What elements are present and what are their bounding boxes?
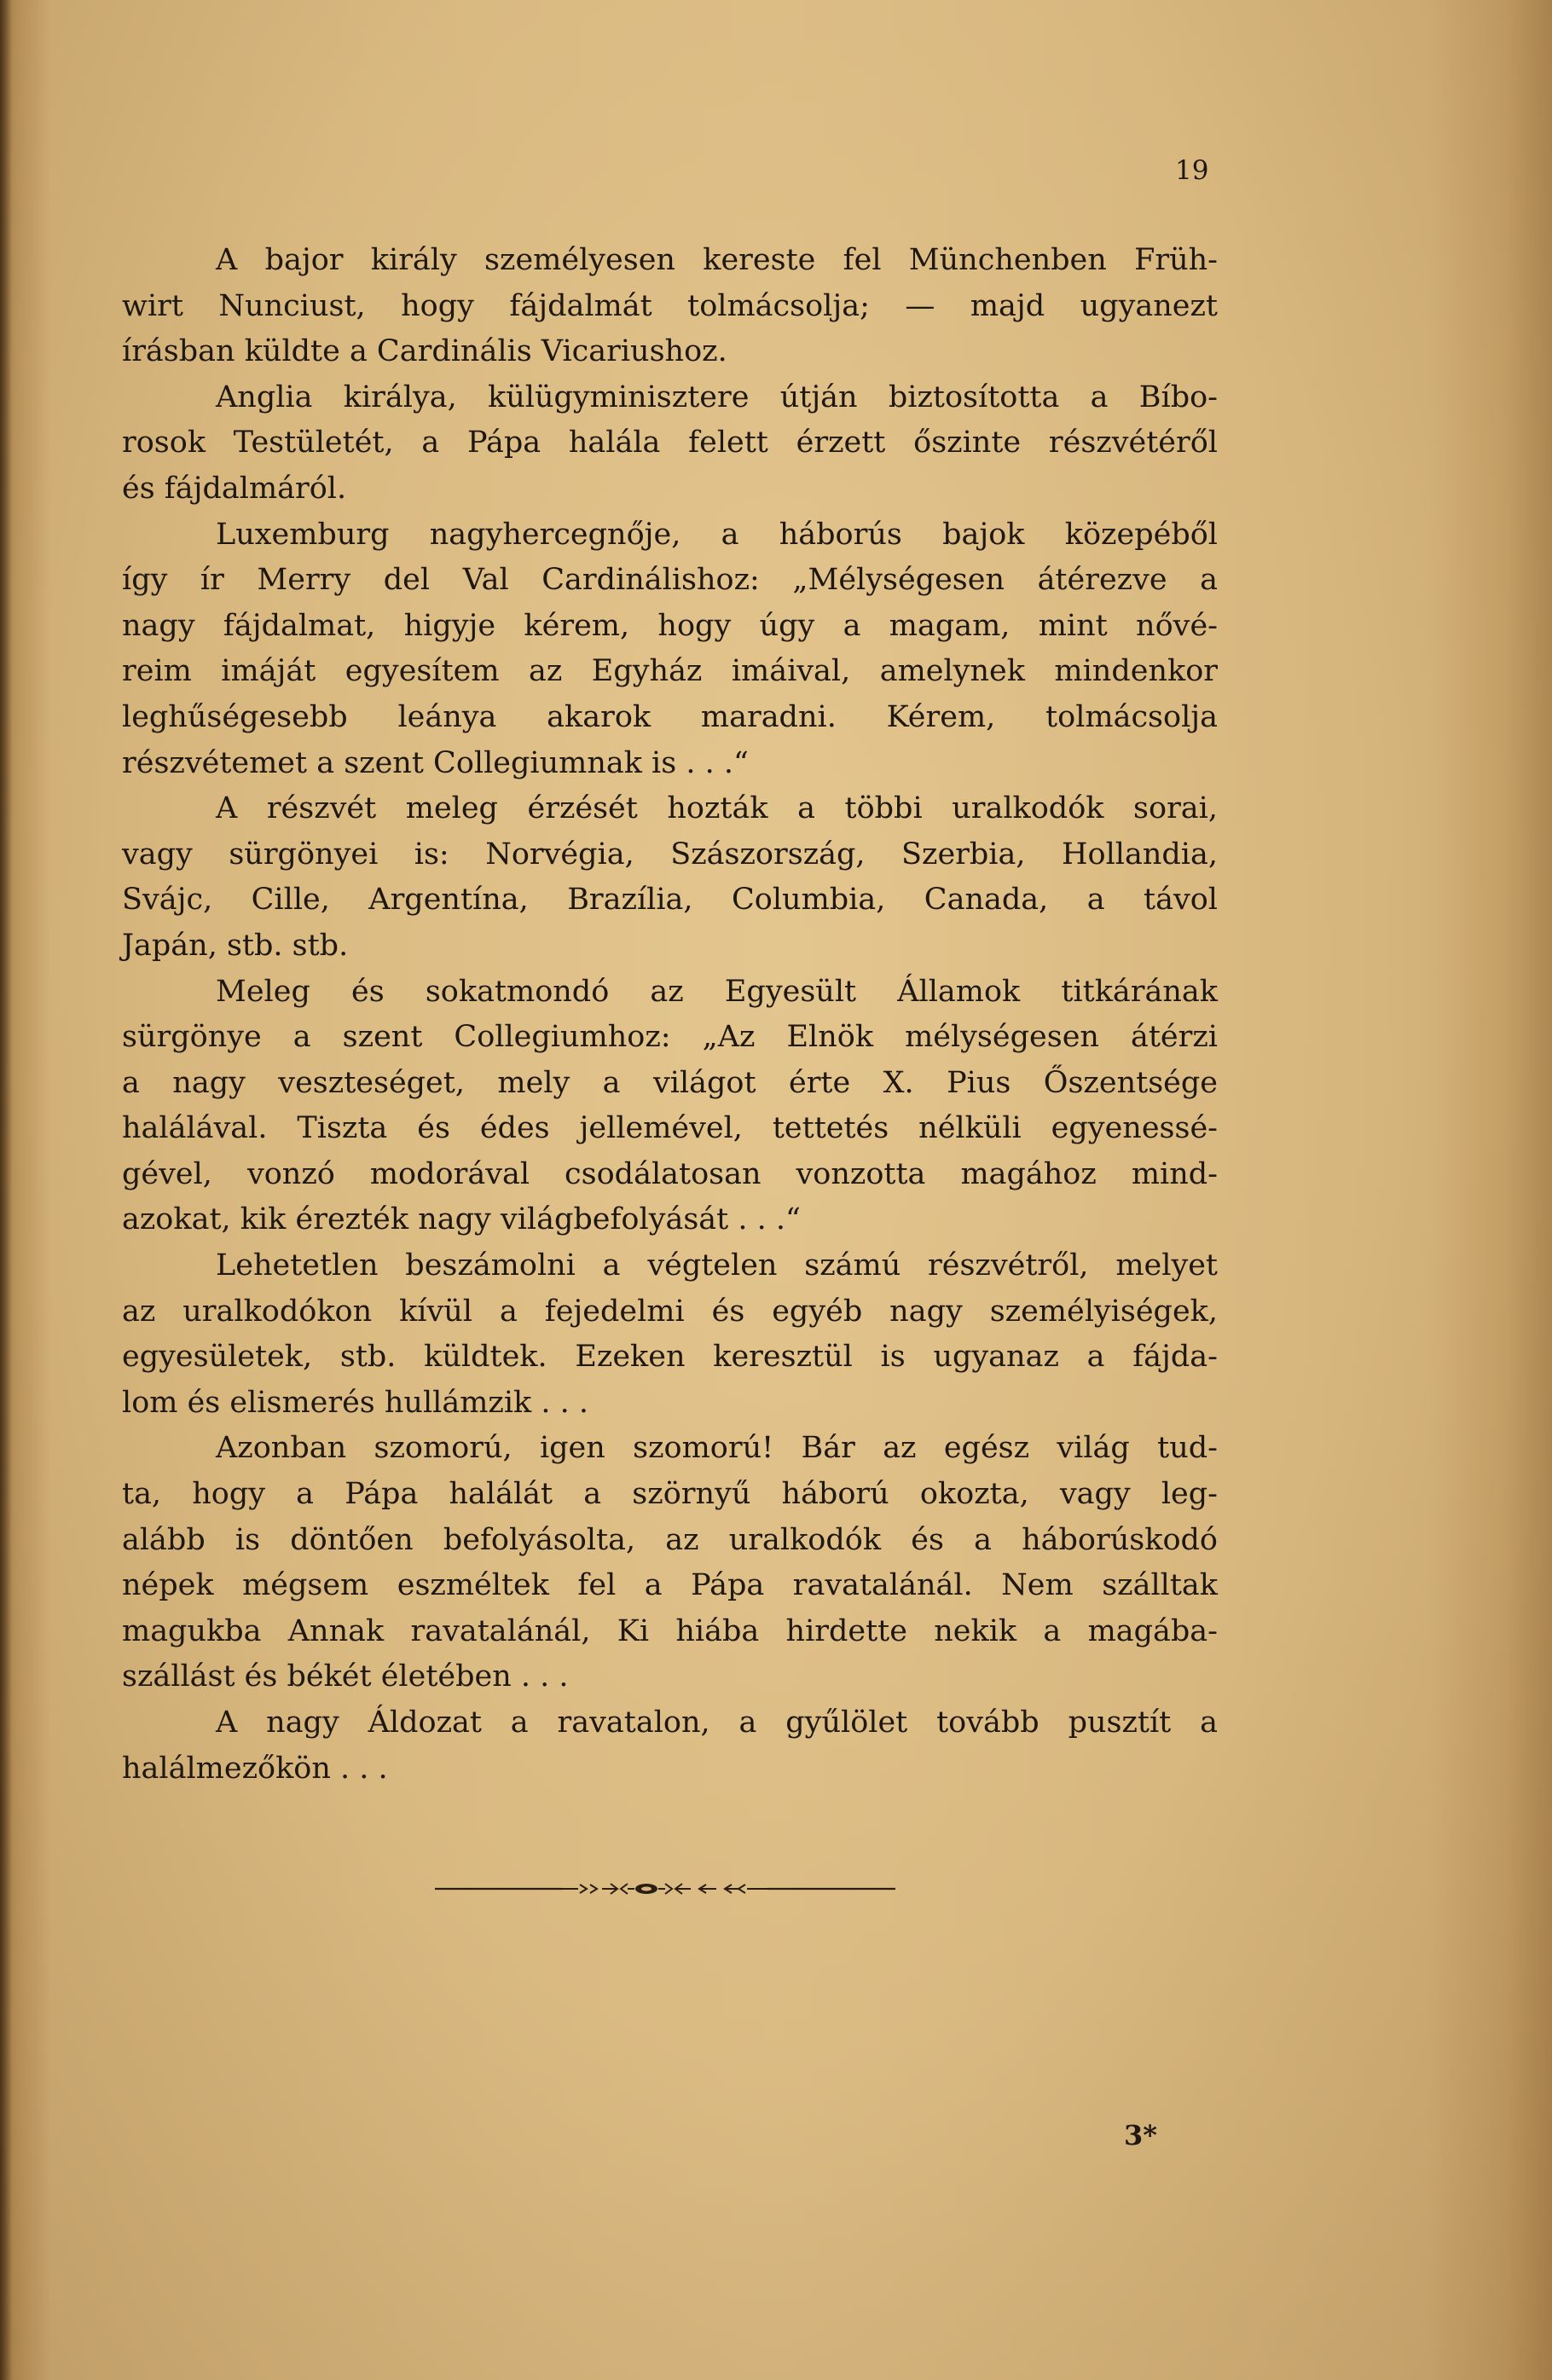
text-line: népek mégsem eszméltek fel a Pápa ravatalánál. Nem szálltak bbox=[122, 1568, 1218, 1603]
text-line: Japán, stb. stb. bbox=[122, 928, 349, 963]
text-line: sürgönye a szent Collegiumhoz: „Az Elnök mélységesen átérzi bbox=[122, 1020, 1218, 1055]
text-line: gével, vonzó modorával csodálatosan vonzotta magához mind- bbox=[122, 1156, 1218, 1191]
text-line: lom és elismerés hullámzik . . . bbox=[122, 1385, 588, 1420]
text-line: egyesületek, stb. küldtek. Ezeken keresztül is ugyanaz a fájda- bbox=[122, 1340, 1218, 1375]
text-line: részvétemet a szent Collegiumnak is . . .“ bbox=[122, 745, 749, 780]
page-number: 19 bbox=[1175, 155, 1209, 186]
text-line: alább is döntően befolyásolta, az uralkodók és a háborúskodó bbox=[122, 1522, 1218, 1557]
text-line: vagy sürgönyei is: Norvégia, Szászország, Szerbia, Hollandia, bbox=[122, 837, 1218, 872]
text-line: A bajor király személyesen kereste fel Münchenben Früh- bbox=[216, 243, 1218, 277]
text-line: halálmezőkön . . . bbox=[122, 1751, 388, 1786]
text-line: reim imáját egyesítem az Egyház imáival, amelynek mindenkor bbox=[122, 654, 1218, 689]
text-line: szállást és békét életében . . . bbox=[122, 1659, 569, 1694]
text-line: így ír Merry del Val Cardinálishoz: „Mélységesen átérezve a bbox=[122, 563, 1218, 598]
text-line: ta, hogy a Pápa halálát a szörnyű háború okozta, vagy leg- bbox=[122, 1477, 1218, 1512]
signature-mark: 3* bbox=[1124, 2119, 1157, 2151]
text-line: leghűségesebb leánya akarok maradni. Kérem, tolmácsolja bbox=[122, 699, 1218, 734]
body-text bbox=[122, 238, 1218, 1792]
text-line: Anglia királya, külügyminisztere útján biztosította a Bíbo- bbox=[216, 379, 1218, 414]
ornament-divider bbox=[435, 1880, 895, 1897]
text-line: halálával. Tiszta és édes jellemével, tettetés nélküli egyenessé- bbox=[122, 1111, 1218, 1146]
text-line: azokat, kik érezték nagy világbefolyását . . .“ bbox=[122, 1202, 801, 1237]
text-line: rosok Testületét, a Pápa halála felett érzett őszinte részvétéről bbox=[122, 426, 1218, 460]
text-line: írásban küldte a Cardinális Vicariushoz. bbox=[122, 334, 727, 369]
text-line: Luxemburg nagyhercegnője, a háborús bajok közepéből bbox=[216, 517, 1218, 552]
text-line: nagy fájdalmat, higyje kérem, hogy úgy a magam, mint nővé- bbox=[122, 608, 1218, 643]
text-line: A nagy Áldozat a ravatalon, a gyűlölet tovább pusztít a bbox=[216, 1705, 1218, 1740]
text-line: Svájc, Cille, Argentína, Brazília, Columbia, Canada, a távol bbox=[122, 883, 1218, 918]
text-line: és fájdalmáról. bbox=[122, 471, 347, 506]
text-line: Meleg és sokatmondó az Egyesült Államok titkárának bbox=[216, 974, 1218, 1009]
text-line: magukba Annak ravatalánál, Ki hiába hirdette nekik a magába- bbox=[122, 1613, 1218, 1648]
text-line: a nagy veszteséget, mely a világot érte X. Pius Őszentsége bbox=[122, 1065, 1218, 1100]
text-line: A részvét meleg érzését hozták a többi uralkodók sorai, bbox=[216, 791, 1218, 826]
text-line: az uralkodókon kívül a fejedelmi és egyéb nagy személyiségek, bbox=[122, 1294, 1218, 1329]
text-line: wirt Nunciust, hogy fájdalmát tolmácsolja; — majd ugyanezt bbox=[122, 288, 1218, 323]
text-line: Lehetetlen beszámolni a végtelen számú részvétről, melyet bbox=[216, 1248, 1218, 1283]
text-line: Azonban szomorú, igen szomorú! Bár az egész világ tud- bbox=[216, 1431, 1218, 1466]
